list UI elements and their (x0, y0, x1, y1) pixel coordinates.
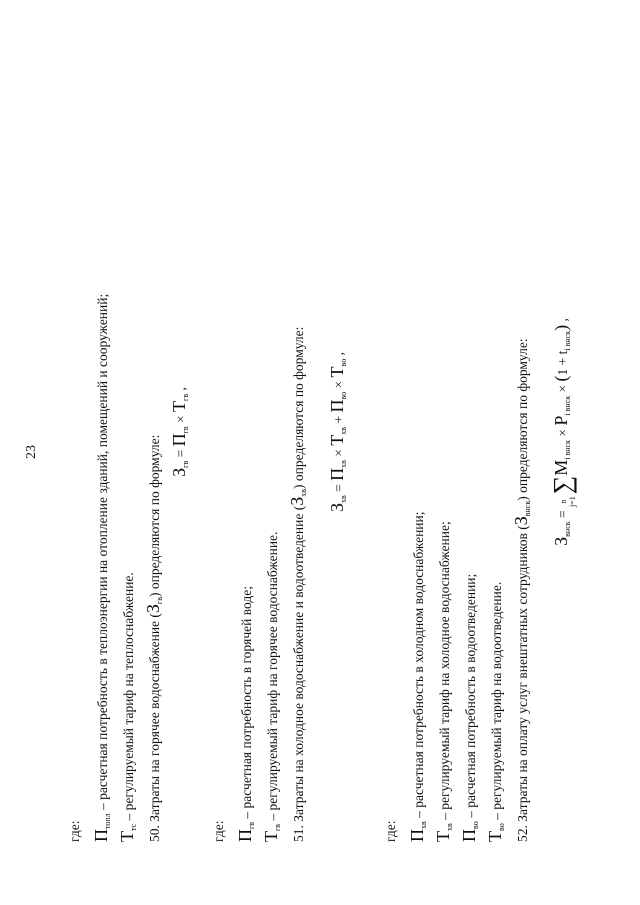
definition-t-hv: $Т_{хв}$ – регулируемый тариф на холодное водоснабжение; (433, 521, 454, 842)
formula-cold-water: $З_{хв} = П_{хв} \times Т_{хв} + П_{во} \times Т_{во}$ , (327, 351, 348, 513)
where-label: где: (67, 820, 82, 842)
sum-limits: n j=1 (559, 496, 577, 507)
formula-freelance: $З_{внск} = n$ $j=1\sum M_{i внск} \times P_{i внск} \times (1 + t_{i внск})$ , (548, 318, 577, 546)
item-51: 51. Затраты на холодное водоснабжение и водоотведение $(З_{хв})$ определяются по формуле: (287, 326, 308, 842)
definition-t-gv: $Т_{гв}$ – регулируемый тариф на горячее водоснабжение. (261, 531, 282, 842)
sum-sign: ∑ (548, 475, 577, 495)
definition-t-vo: $Т_{во}$ – регулируемый тариф на водоотведение. (485, 581, 506, 842)
definition-p-gv: $П_{гв}$ – расчетная потребность в горячей воде; (235, 585, 256, 842)
where-label: где: (211, 820, 226, 842)
formula-hot-water: $З_{гв} = П_{гв} \times Т_{гв}$ , (169, 387, 190, 477)
definition-p-hv: $П_{хв}$ – расчетная потребность в холодном водоснабжении; (407, 511, 428, 842)
page-content (62, 22, 577, 842)
page-number: 23 (24, 445, 39, 459)
item-52: 52. Затраты на оплату услуг внештатных сотрудников $(З_{внск})$ определяются по формуле: (511, 338, 532, 842)
definition-p-topl: $П_{топл}$ – расчетная потребность в теплоэнергии на отопление зданий, помещений и сооружений; (91, 293, 112, 842)
definition-p-vo: $П_{во}$ – расчетная потребность в водоотведении; (459, 573, 480, 842)
item-50: 50. Затраты на горячее водоснабжение $(З_{гв})$ определяются по формуле: (143, 434, 164, 842)
definition-t-ts: $Т_{тс}$ – регулируемый тариф на теплоснабжение. (117, 572, 138, 842)
where-label: где: (383, 820, 398, 842)
